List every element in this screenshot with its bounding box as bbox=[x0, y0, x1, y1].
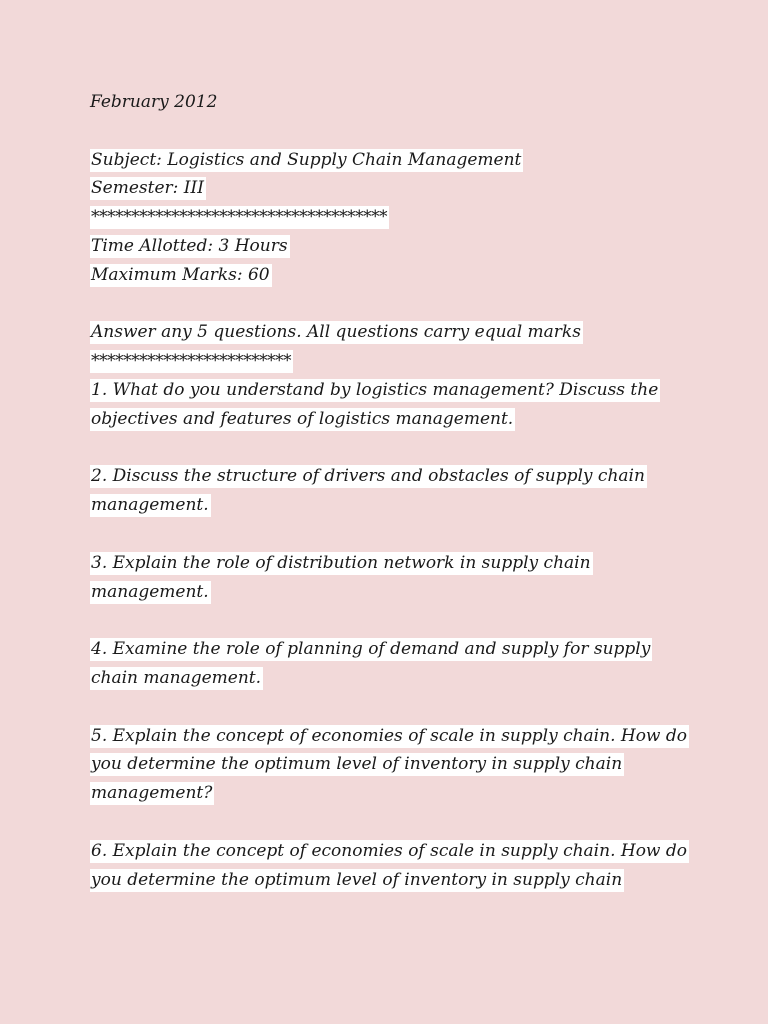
semester-text: Semester: III bbox=[91, 178, 204, 199]
spacer bbox=[90, 434, 690, 463]
question-text: you determine the optimum level of inventory in supply chain bbox=[91, 869, 623, 890]
document-page bbox=[90, 88, 690, 894]
question-text: 5. Explain the concept of economies of scale in supply chain. How do bbox=[91, 725, 688, 746]
spacer bbox=[90, 808, 690, 837]
question-text: chain management. bbox=[91, 667, 262, 688]
question-1-line-1 bbox=[90, 376, 690, 405]
semester-line bbox=[90, 174, 690, 203]
instructions-text: Answer any 5 questions. All questions carry equal marks bbox=[91, 322, 581, 343]
question-text: management. bbox=[91, 581, 209, 602]
question-4-line-1 bbox=[90, 635, 690, 664]
question-text: 2. Discuss the structure of drivers and obstacles of supply chain bbox=[91, 466, 645, 487]
subject-line bbox=[90, 146, 690, 175]
question-text: 1. What do you understand by logistics management? Discuss the bbox=[91, 379, 659, 400]
question-text: 4. Examine the role of planning of demand and supply for supply bbox=[91, 639, 651, 660]
question-5-line-3 bbox=[90, 779, 690, 808]
separator-short: ************************* bbox=[91, 351, 291, 372]
marks-line bbox=[90, 261, 690, 290]
subject-text: Subject: Logistics and Supply Chain Management bbox=[91, 149, 522, 170]
question-3-line-2 bbox=[90, 578, 690, 607]
question-text: management? bbox=[91, 783, 213, 804]
time-line bbox=[90, 232, 690, 261]
question-text: 3. Explain the role of distribution network in supply chain bbox=[91, 552, 591, 573]
spacer bbox=[90, 290, 690, 319]
time-allotted-text: Time Allotted: 3 Hours bbox=[91, 235, 288, 256]
question-text: you determine the optimum level of inventory in supply chain bbox=[91, 754, 623, 775]
instructions-line bbox=[90, 318, 690, 347]
question-1-line-2 bbox=[90, 405, 690, 434]
question-text: objectives and features of logistics management. bbox=[91, 408, 514, 429]
exam-date-line bbox=[90, 88, 690, 117]
question-2-line-2 bbox=[90, 491, 690, 520]
question-3-line-1 bbox=[90, 549, 690, 578]
question-5-line-2 bbox=[90, 750, 690, 779]
question-4-line-2 bbox=[90, 664, 690, 693]
question-2-line-1 bbox=[90, 462, 690, 491]
question-6-line-1 bbox=[90, 837, 690, 866]
separator-long-line bbox=[90, 203, 690, 232]
spacer bbox=[90, 117, 690, 146]
spacer bbox=[90, 520, 690, 549]
question-5-line-1 bbox=[90, 722, 690, 751]
spacer bbox=[90, 693, 690, 722]
separator-short-line bbox=[90, 347, 690, 376]
exam-date: February 2012 bbox=[90, 92, 218, 112]
question-6-line-2 bbox=[90, 866, 690, 895]
maximum-marks-text: Maximum Marks: 60 bbox=[91, 264, 270, 285]
spacer bbox=[90, 606, 690, 635]
separator-long: ************************************* bbox=[91, 207, 387, 228]
question-text: management. bbox=[91, 495, 209, 516]
question-text: 6. Explain the concept of economies of scale in supply chain. How do bbox=[91, 840, 688, 861]
